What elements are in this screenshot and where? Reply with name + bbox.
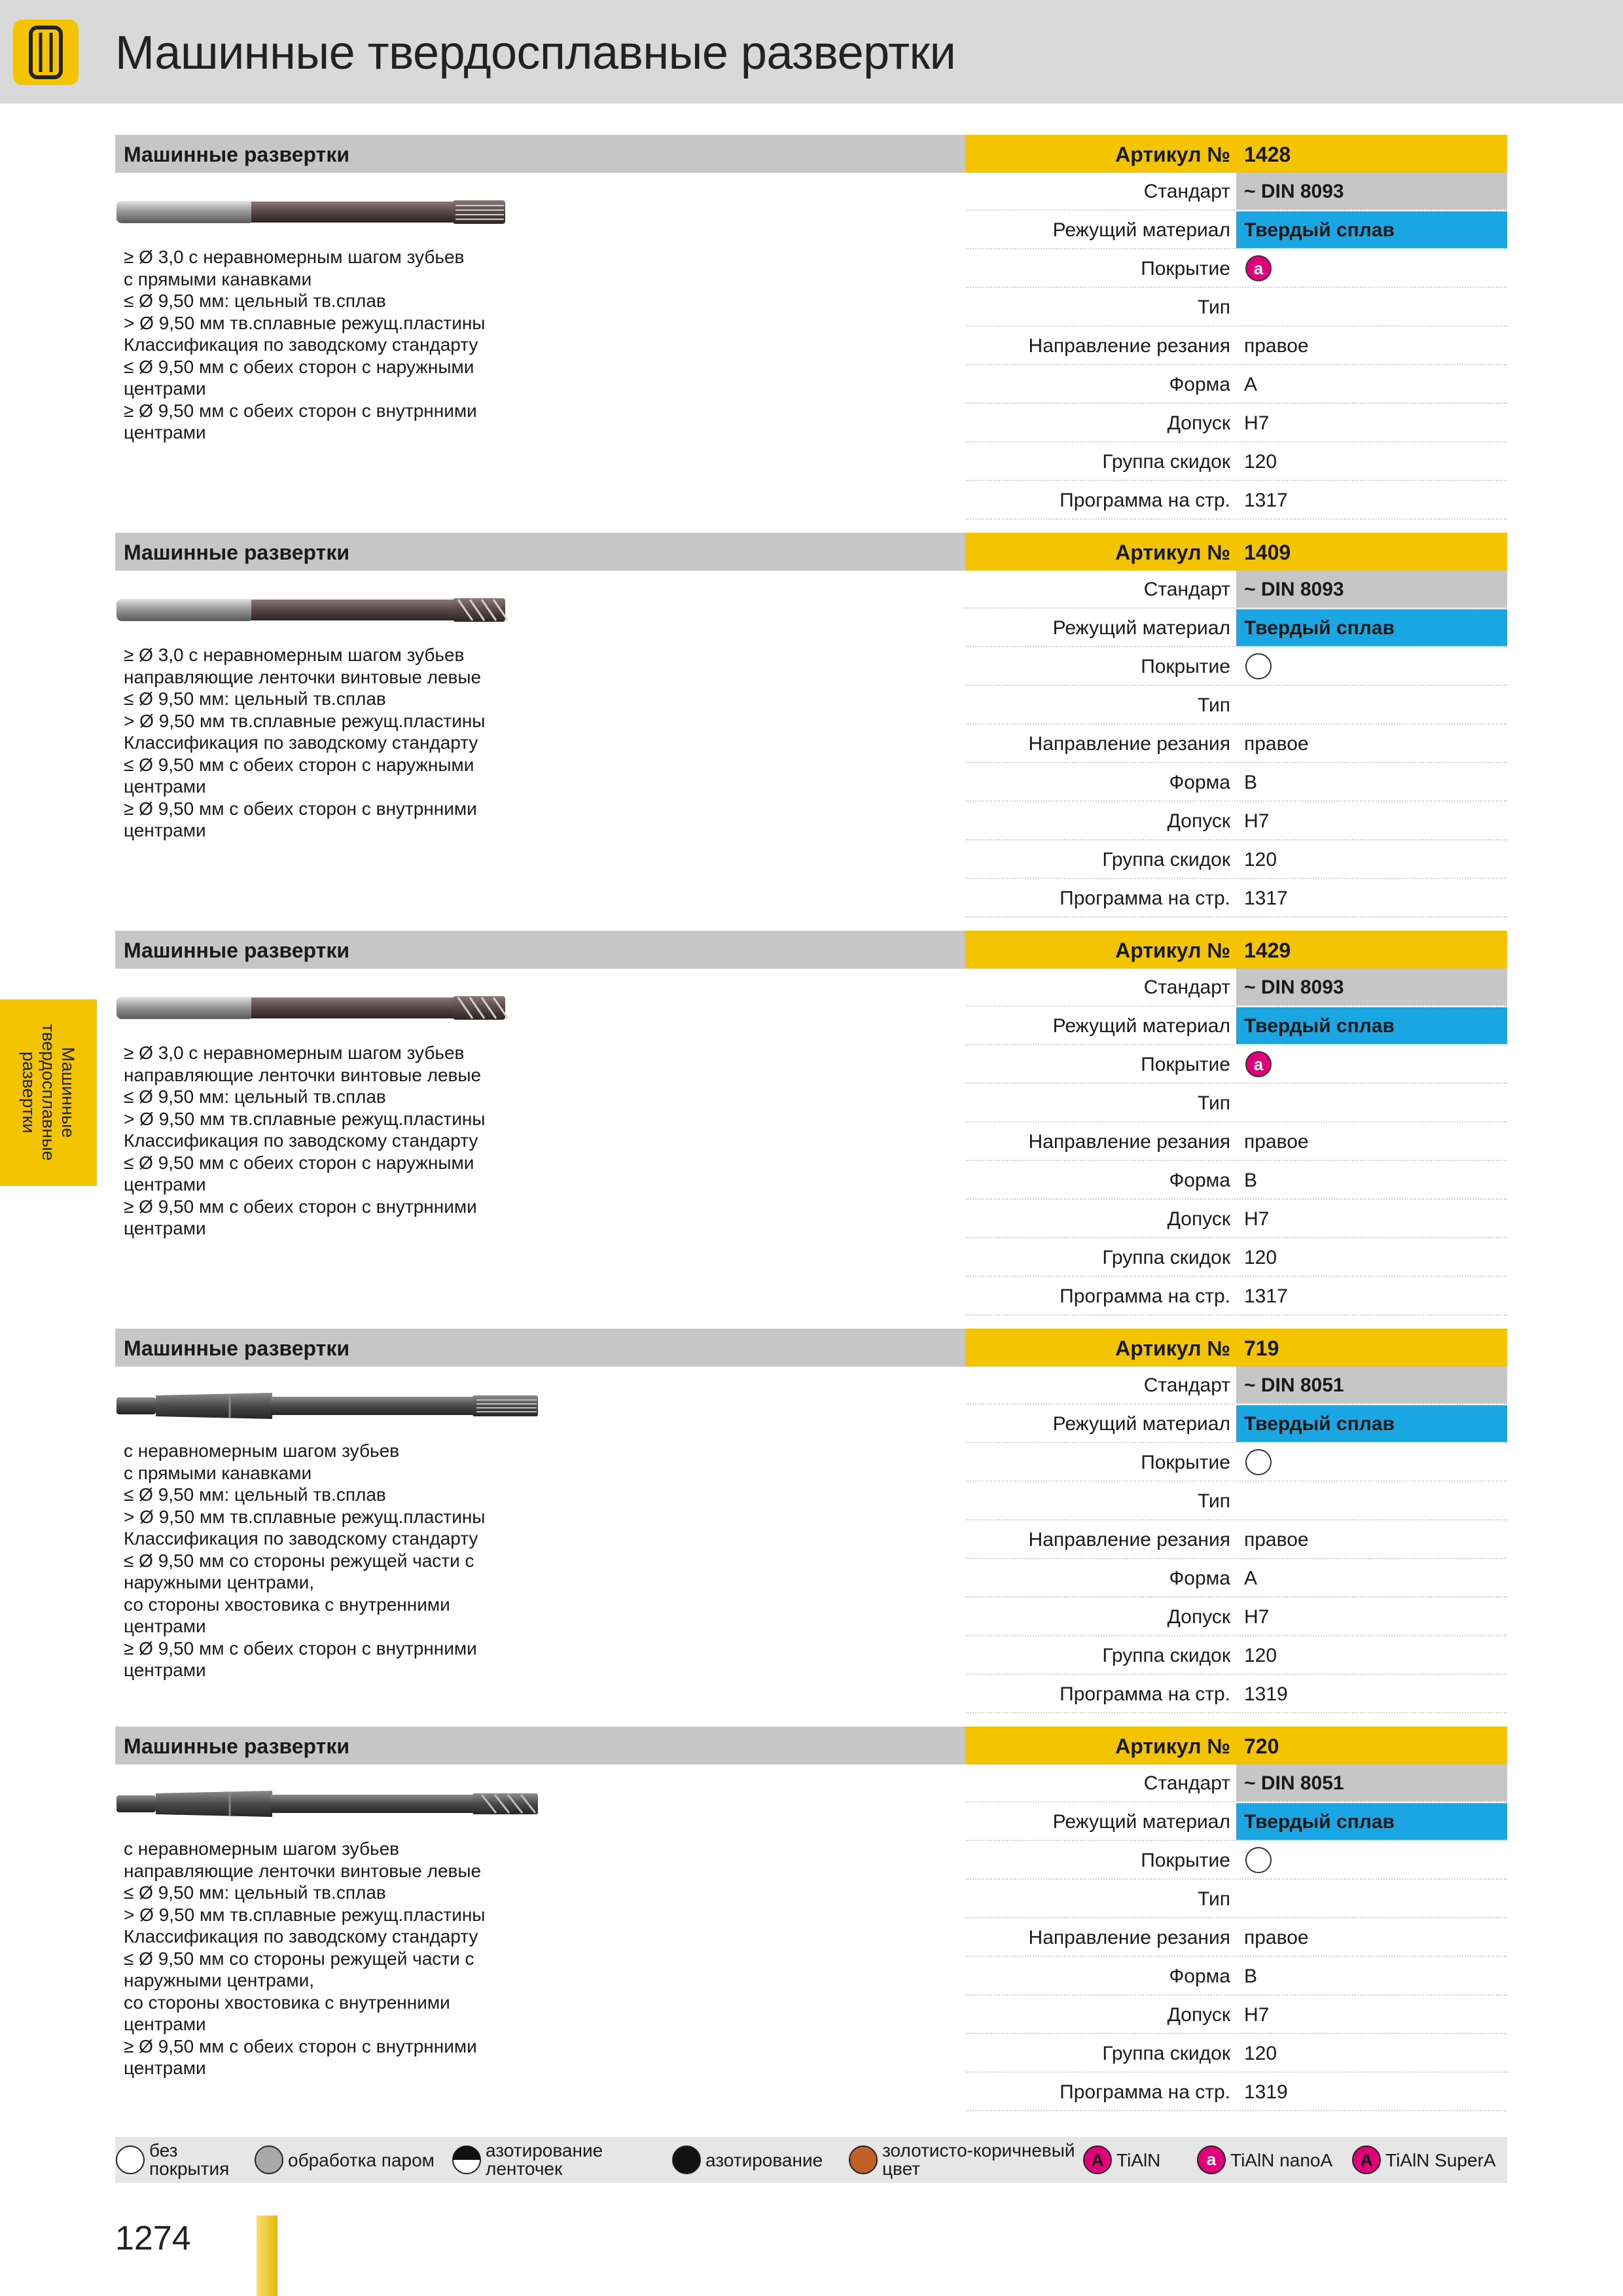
- svg-text:a: a: [1206, 2149, 1217, 2169]
- spec-label: Программа на стр.: [1060, 2081, 1230, 2103]
- nitrided-lands-circle-icon: [452, 2145, 482, 2175]
- description-line: центрами: [124, 1660, 206, 1680]
- description-line: направляющие ленточки винтовые левые: [124, 1860, 482, 1881]
- spec-value-program-page: 1317: [1244, 1285, 1288, 1307]
- spec-value-direction: правое: [1244, 733, 1309, 755]
- spec-row-program-page: [965, 2073, 1507, 2111]
- spec-value-type: [1236, 687, 1507, 723]
- spec-label: Группа скидок: [1102, 451, 1230, 473]
- spec-value-program-page: 1319: [1244, 1683, 1288, 1705]
- product-description: [124, 246, 543, 444]
- spec-row-standard: [965, 571, 1507, 609]
- spec-row-type: [965, 1880, 1507, 1918]
- description-line: ≥ Ø 9,50 мм с обеих сторон с внутрнними: [124, 1638, 477, 1659]
- spec-label: Допуск: [1167, 810, 1230, 832]
- spec-label: Программа на стр.: [1060, 490, 1230, 511]
- description-line: направляющие ленточки винтовые левые: [124, 666, 482, 687]
- spec-row-discount-group: [965, 2035, 1507, 2073]
- spec-value-material: Твердый сплав: [1236, 1803, 1507, 1840]
- spec-label: Группа скидок: [1102, 2043, 1230, 2064]
- spec-value-form: B: [1244, 1170, 1258, 1191]
- spec-value-program-page: 1317: [1244, 490, 1288, 511]
- svg-text:A: A: [1091, 2150, 1104, 2170]
- description-line: > Ø 9,50 мм тв.сплавные режущ.пластины: [124, 1904, 486, 1925]
- spec-value-coating: [1236, 1444, 1507, 1480]
- reamer-image: [115, 988, 508, 1031]
- product-block: [115, 1727, 1507, 2123]
- spec-row-direction: [965, 1919, 1507, 1957]
- spec-row-material: [965, 211, 1507, 249]
- spec-label: Стандарт: [1143, 977, 1230, 998]
- article-number: 1409: [1244, 541, 1291, 564]
- product-block: [115, 533, 1507, 929]
- description-line: центрами: [124, 378, 206, 399]
- description-line: с прямыми канавками: [124, 1462, 312, 1483]
- spec-value-program-page: 1317: [1244, 888, 1288, 909]
- spec-label: Группа скидок: [1102, 1247, 1230, 1268]
- article-label: Артикул №: [1115, 143, 1230, 166]
- spec-label: Тип: [1197, 1092, 1230, 1114]
- spec-row-type: [965, 1085, 1507, 1122]
- spec-label: Допуск: [1167, 2004, 1230, 2026]
- spec-row-form: [965, 764, 1507, 802]
- product-name-bar: [115, 931, 965, 969]
- article-number: 1429: [1244, 939, 1291, 962]
- product-name-bar: [115, 1727, 965, 1765]
- product-name: Машинные развертки: [124, 143, 350, 166]
- spec-label: Режущий материал: [1052, 1413, 1230, 1435]
- spec-label: Тип: [1197, 694, 1230, 716]
- description-line: ≥ Ø 9,50 мм с обеих сторон с внутрнними: [124, 400, 477, 421]
- tialn-supera-circle-icon: [1351, 2145, 1382, 2175]
- spec-value-standard: ~ DIN 8093: [1236, 173, 1507, 209]
- article-bar: [965, 135, 1507, 173]
- spec-row-material: [965, 1405, 1507, 1443]
- spec-value-form: B: [1244, 1965, 1258, 1987]
- description-line: направляющие ленточки винтовые левые: [124, 1064, 482, 1085]
- spec-row-standard: [965, 969, 1507, 1007]
- uncoated-coating-icon: [1244, 1846, 1273, 1874]
- description-line: с прямыми канавками: [124, 268, 312, 289]
- description-line: с неравномерным шагом зубьев: [124, 1441, 400, 1461]
- spec-row-material: [965, 609, 1507, 647]
- spec-row-coating: [965, 250, 1507, 288]
- spec-label: Направление резания: [1028, 335, 1230, 357]
- spec-label: Программа на стр.: [1060, 1285, 1230, 1307]
- description-line: ≤ Ø 9,50 мм: цельный тв.сплав: [124, 291, 386, 311]
- spec-value-type: [1236, 1085, 1507, 1121]
- spec-row-direction: [965, 327, 1507, 365]
- spec-row-program-page: [965, 1278, 1507, 1316]
- spec-value-program-page: 1319: [1244, 2081, 1288, 2103]
- spec-label: Покрытие: [1141, 656, 1230, 677]
- spec-label: Форма: [1169, 374, 1230, 395]
- spec-row-standard: [965, 173, 1507, 211]
- spec-value-standard: ~ DIN 8051: [1236, 1765, 1507, 1801]
- spec-row-discount-group: [965, 1239, 1507, 1277]
- description-line: центрами: [124, 820, 206, 840]
- uncoated-coating-icon: [1244, 1448, 1273, 1477]
- description-line: > Ø 9,50 мм тв.сплавные режущ.пластины: [124, 1108, 486, 1129]
- spec-row-type: [965, 1482, 1507, 1520]
- spec-label: Стандарт: [1143, 181, 1230, 202]
- product-name-bar: [115, 1329, 965, 1367]
- description-line: ≤ Ø 9,50 мм: цельный тв.сплав: [124, 1086, 386, 1107]
- page-title: Машинные твердосплавные развертки: [115, 27, 956, 79]
- description-line: Классификация по заводскому стандарту: [124, 1130, 478, 1151]
- legend-label: обработка паром: [288, 2150, 435, 2170]
- spec-label: Тип: [1197, 296, 1230, 318]
- section-side-tab-label: Машинные твердосплавные развертки: [19, 1024, 78, 1161]
- legend-label: TiAlN: [1116, 2150, 1161, 2170]
- coating-legend: [115, 2137, 1507, 2183]
- spec-row-program-page: [965, 482, 1507, 520]
- spec-label: Группа скидок: [1102, 1645, 1230, 1666]
- spec-value-tolerance: H7: [1244, 1606, 1270, 1628]
- article-number: 719: [1244, 1336, 1279, 1360]
- description-line: центрами: [124, 2058, 206, 2078]
- spec-label: Режущий материал: [1052, 617, 1230, 639]
- product-name-bar: [115, 135, 965, 173]
- article-bar: [965, 533, 1507, 571]
- spec-value-standard: ~ DIN 8093: [1236, 969, 1507, 1005]
- spec-label: Тип: [1197, 1490, 1230, 1512]
- description-line: ≤ Ø 9,50 мм со стороны режущей части с: [124, 1550, 474, 1571]
- spec-value-type: [1236, 1482, 1507, 1519]
- description-line: > Ø 9,50 мм тв.сплавные режущ.пластины: [124, 312, 486, 333]
- article-label: Артикул №: [1115, 541, 1230, 564]
- spec-label: Режущий материал: [1052, 1015, 1230, 1037]
- spec-value-direction: правое: [1244, 1927, 1309, 1948]
- spec-value-discount-group: 120: [1244, 2043, 1277, 2064]
- spec-value-form: B: [1244, 772, 1258, 793]
- spec-value-material: Твердый сплав: [1236, 1007, 1507, 1044]
- legend-label: азотирование ленточек: [486, 2140, 603, 2179]
- spec-row-discount-group: [965, 443, 1507, 481]
- spec-value-coating: [1236, 1046, 1507, 1083]
- spec-label: Направление резания: [1028, 733, 1230, 755]
- description-line: ≥ Ø 3,0 с неравномерным шагом зубьев: [124, 247, 465, 267]
- tialn-nano-coating-icon: [1244, 254, 1273, 283]
- spec-value-form: A: [1244, 374, 1258, 395]
- spec-value-tolerance: H7: [1244, 2004, 1270, 2026]
- description-line: ≥ Ø 9,50 мм с обеих сторон с внутрнними: [124, 798, 477, 819]
- spec-value-discount-group: 120: [1244, 1645, 1277, 1666]
- product-name: Машинные развертки: [124, 541, 350, 564]
- spec-label: Стандарт: [1143, 1374, 1230, 1396]
- spec-value-material: Твердый сплав: [1236, 1405, 1507, 1442]
- spec-value-material: Твердый сплав: [1236, 609, 1507, 646]
- spec-value-tolerance: H7: [1244, 1208, 1270, 1230]
- spec-label: Покрытие: [1141, 1054, 1230, 1075]
- spec-value-discount-group: 120: [1244, 1247, 1277, 1268]
- reamer-image: [115, 1784, 541, 1827]
- spec-row-form: [965, 1162, 1507, 1200]
- spec-row-form: [965, 1958, 1507, 1996]
- spec-row-direction: [965, 1123, 1507, 1161]
- description-line: со стороны хвостовика с внутренними: [124, 1594, 450, 1615]
- article-number: 720: [1244, 1734, 1279, 1758]
- description-line: ≤ Ø 9,50 мм: цельный тв.сплав: [124, 1882, 386, 1903]
- product-description: [124, 1440, 543, 1681]
- description-line: центрами: [124, 1174, 206, 1194]
- page-header: [0, 0, 1623, 103]
- spec-row-form: [965, 366, 1507, 404]
- spec-label: Форма: [1169, 1170, 1230, 1191]
- spec-label: Покрытие: [1141, 1452, 1230, 1473]
- spec-value-direction: правое: [1244, 1529, 1309, 1551]
- product-block: [115, 931, 1507, 1327]
- description-line: ≥ Ø 3,0 с неравномерным шагом зубьев: [124, 645, 465, 665]
- spec-label: Программа на стр.: [1060, 888, 1230, 909]
- description-line: центрами: [124, 776, 206, 797]
- article-label: Артикул №: [1115, 1336, 1230, 1360]
- spec-label: Направление резания: [1028, 1927, 1230, 1948]
- svg-text:a: a: [1253, 259, 1264, 278]
- spec-value-standard: ~ DIN 8051: [1236, 1367, 1507, 1403]
- description-line: Классификация по заводскому стандарту: [124, 1926, 478, 1946]
- reamer-image: [115, 1386, 541, 1429]
- spec-row-tolerance: [965, 404, 1507, 442]
- spec-row-form: [965, 1560, 1507, 1598]
- description-line: ≤ Ø 9,50 мм с обеих сторон с наружными: [124, 356, 474, 377]
- product-description: [124, 644, 543, 842]
- product-block: [115, 135, 1507, 531]
- spec-value-material: Твердый сплав: [1236, 211, 1507, 248]
- svg-text:a: a: [1253, 1054, 1264, 1074]
- spec-value-type: [1236, 289, 1507, 325]
- spec-row-type: [965, 289, 1507, 327]
- spec-label: Форма: [1169, 772, 1230, 793]
- spec-row-material: [965, 1007, 1507, 1045]
- spec-row-coating: [965, 648, 1507, 686]
- spec-value-standard: ~ DIN 8093: [1236, 571, 1507, 607]
- reamer-image: [115, 192, 508, 235]
- legend-label: TiAlN nanoA: [1230, 2150, 1333, 2170]
- legend-label: золотисто-коричневый цвет: [882, 2140, 1075, 2179]
- description-line: ≥ Ø 3,0 с неравномерным шагом зубьев: [124, 1043, 465, 1063]
- spec-row-tolerance: [965, 802, 1507, 840]
- page-edge-stripe: [257, 2215, 277, 2296]
- description-line: со стороны хвостовика с внутренними: [124, 1992, 450, 2013]
- spec-value-direction: правое: [1244, 335, 1309, 357]
- spec-label: Допуск: [1167, 1606, 1230, 1628]
- spec-label: Форма: [1169, 1568, 1230, 1589]
- product-block: [115, 1329, 1507, 1725]
- spec-value-discount-group: 120: [1244, 451, 1277, 473]
- spec-row-direction: [965, 725, 1507, 763]
- product-name: Машинные развертки: [124, 939, 350, 962]
- article-number: 1428: [1244, 143, 1291, 166]
- spec-label: Допуск: [1167, 1208, 1230, 1230]
- description-line: ≤ Ø 9,50 мм: цельный тв.сплав: [124, 689, 386, 709]
- spec-value-discount-group: 120: [1244, 849, 1277, 870]
- product-description: [124, 1838, 543, 2079]
- description-line: ≤ Ø 9,50 мм с обеих сторон с наружными: [124, 1152, 474, 1173]
- spec-label: Стандарт: [1143, 579, 1230, 600]
- article-bar: [965, 1727, 1507, 1765]
- description-line: Классификация по заводскому стандарту: [124, 334, 478, 355]
- spec-row-coating: [965, 1842, 1507, 1880]
- spec-row-standard: [965, 1367, 1507, 1405]
- spec-label: Стандарт: [1143, 1772, 1230, 1794]
- spec-row-direction: [965, 1521, 1507, 1559]
- product-description: [124, 1042, 543, 1240]
- article-label: Артикул №: [1115, 939, 1230, 962]
- article-bar: [965, 931, 1507, 969]
- article-bar: [965, 1329, 1507, 1367]
- uncoated-coating-icon: [1244, 652, 1273, 681]
- description-line: наружными центрами,: [124, 1572, 314, 1592]
- product-name: Машинные развертки: [124, 1734, 350, 1758]
- spec-row-coating: [965, 1046, 1507, 1084]
- tialn-nano-circle-icon: [1196, 2145, 1226, 2175]
- description-line: центрами: [124, 422, 206, 442]
- description-line: Классификация по заводскому стандарту: [124, 732, 478, 753]
- reamer-image: [115, 590, 508, 633]
- spec-label: Допуск: [1167, 412, 1230, 434]
- reamer-logo-icon: [13, 20, 79, 85]
- product-name-bar: [115, 533, 965, 571]
- spec-row-type: [965, 687, 1507, 725]
- spec-label: Покрытие: [1141, 1850, 1230, 1871]
- description-line: центрами: [124, 1616, 206, 1636]
- description-line: с неравномерным шагом зубьев: [124, 1839, 400, 1859]
- article-label: Артикул №: [1115, 1734, 1230, 1758]
- spec-label: Направление резания: [1028, 1131, 1230, 1153]
- description-line: центрами: [124, 1218, 206, 1238]
- description-line: ≤ Ø 9,50 мм со стороны режущей части с: [124, 1948, 474, 1969]
- tialn-circle-icon: [1082, 2145, 1113, 2175]
- spec-row-tolerance: [965, 1598, 1507, 1636]
- tialn-nano-coating-icon: [1244, 1050, 1273, 1079]
- spec-row-material: [965, 1803, 1507, 1841]
- product-name: Машинные развертки: [124, 1336, 350, 1360]
- steam-treated-circle-icon: [254, 2145, 284, 2175]
- spec-value-tolerance: H7: [1244, 412, 1270, 434]
- spec-label: Покрытие: [1141, 258, 1230, 279]
- spec-value-tolerance: H7: [1244, 810, 1270, 832]
- spec-row-tolerance: [965, 1200, 1507, 1238]
- description-line: ≤ Ø 9,50 мм с обеих сторон с наружными: [124, 754, 474, 775]
- spec-label: Тип: [1197, 1888, 1230, 1910]
- description-line: ≥ Ø 9,50 мм с обеих сторон с внутрнними: [124, 2036, 477, 2056]
- spec-row-discount-group: [965, 841, 1507, 879]
- page-number: 1274: [115, 2219, 191, 2257]
- spec-value-form: A: [1244, 1568, 1258, 1589]
- description-line: > Ø 9,50 мм тв.сплавные режущ.пластины: [124, 710, 486, 731]
- legend-label: TiAlN SuperA: [1385, 2150, 1496, 2170]
- spec-row-coating: [965, 1444, 1507, 1482]
- section-side-tab[interactable]: [0, 999, 97, 1186]
- spec-row-tolerance: [965, 1996, 1507, 2034]
- spec-value-coating: [1236, 648, 1507, 685]
- spec-label: Программа на стр.: [1060, 1683, 1230, 1705]
- spec-row-discount-group: [965, 1637, 1507, 1675]
- spec-label: Форма: [1169, 1965, 1230, 1987]
- spec-value-coating: [1236, 250, 1507, 287]
- spec-label: Направление резания: [1028, 1529, 1230, 1551]
- description-line: > Ø 9,50 мм тв.сплавные режущ.пластины: [124, 1506, 486, 1527]
- spec-value-coating: [1236, 1842, 1507, 1878]
- svg-text:A: A: [1360, 2150, 1373, 2170]
- spec-value-direction: правое: [1244, 1131, 1309, 1153]
- spec-row-program-page: [965, 1676, 1507, 1713]
- spec-value-type: [1236, 1880, 1507, 1917]
- uncoated-circle-icon: [115, 2145, 145, 2175]
- description-line: ≥ Ø 9,50 мм с обеих сторон с внутрнними: [124, 1196, 477, 1217]
- description-line: ≤ Ø 9,50 мм: цельный тв.сплав: [124, 1484, 386, 1505]
- gold-brown-circle-icon: [848, 2145, 878, 2175]
- nitrided-circle-icon: [671, 2145, 702, 2175]
- spec-row-standard: [965, 1765, 1507, 1803]
- spec-label: Режущий материал: [1052, 219, 1230, 241]
- description-line: центрами: [124, 2014, 206, 2034]
- description-line: наружными центрами,: [124, 1970, 314, 1990]
- spec-label: Режущий материал: [1052, 1811, 1230, 1833]
- legend-label: без покрытия: [149, 2140, 230, 2179]
- spec-label: Группа скидок: [1102, 849, 1230, 870]
- legend-label: азотирование: [705, 2150, 823, 2170]
- spec-row-program-page: [965, 880, 1507, 918]
- description-line: Классификация по заводскому стандарту: [124, 1528, 478, 1549]
